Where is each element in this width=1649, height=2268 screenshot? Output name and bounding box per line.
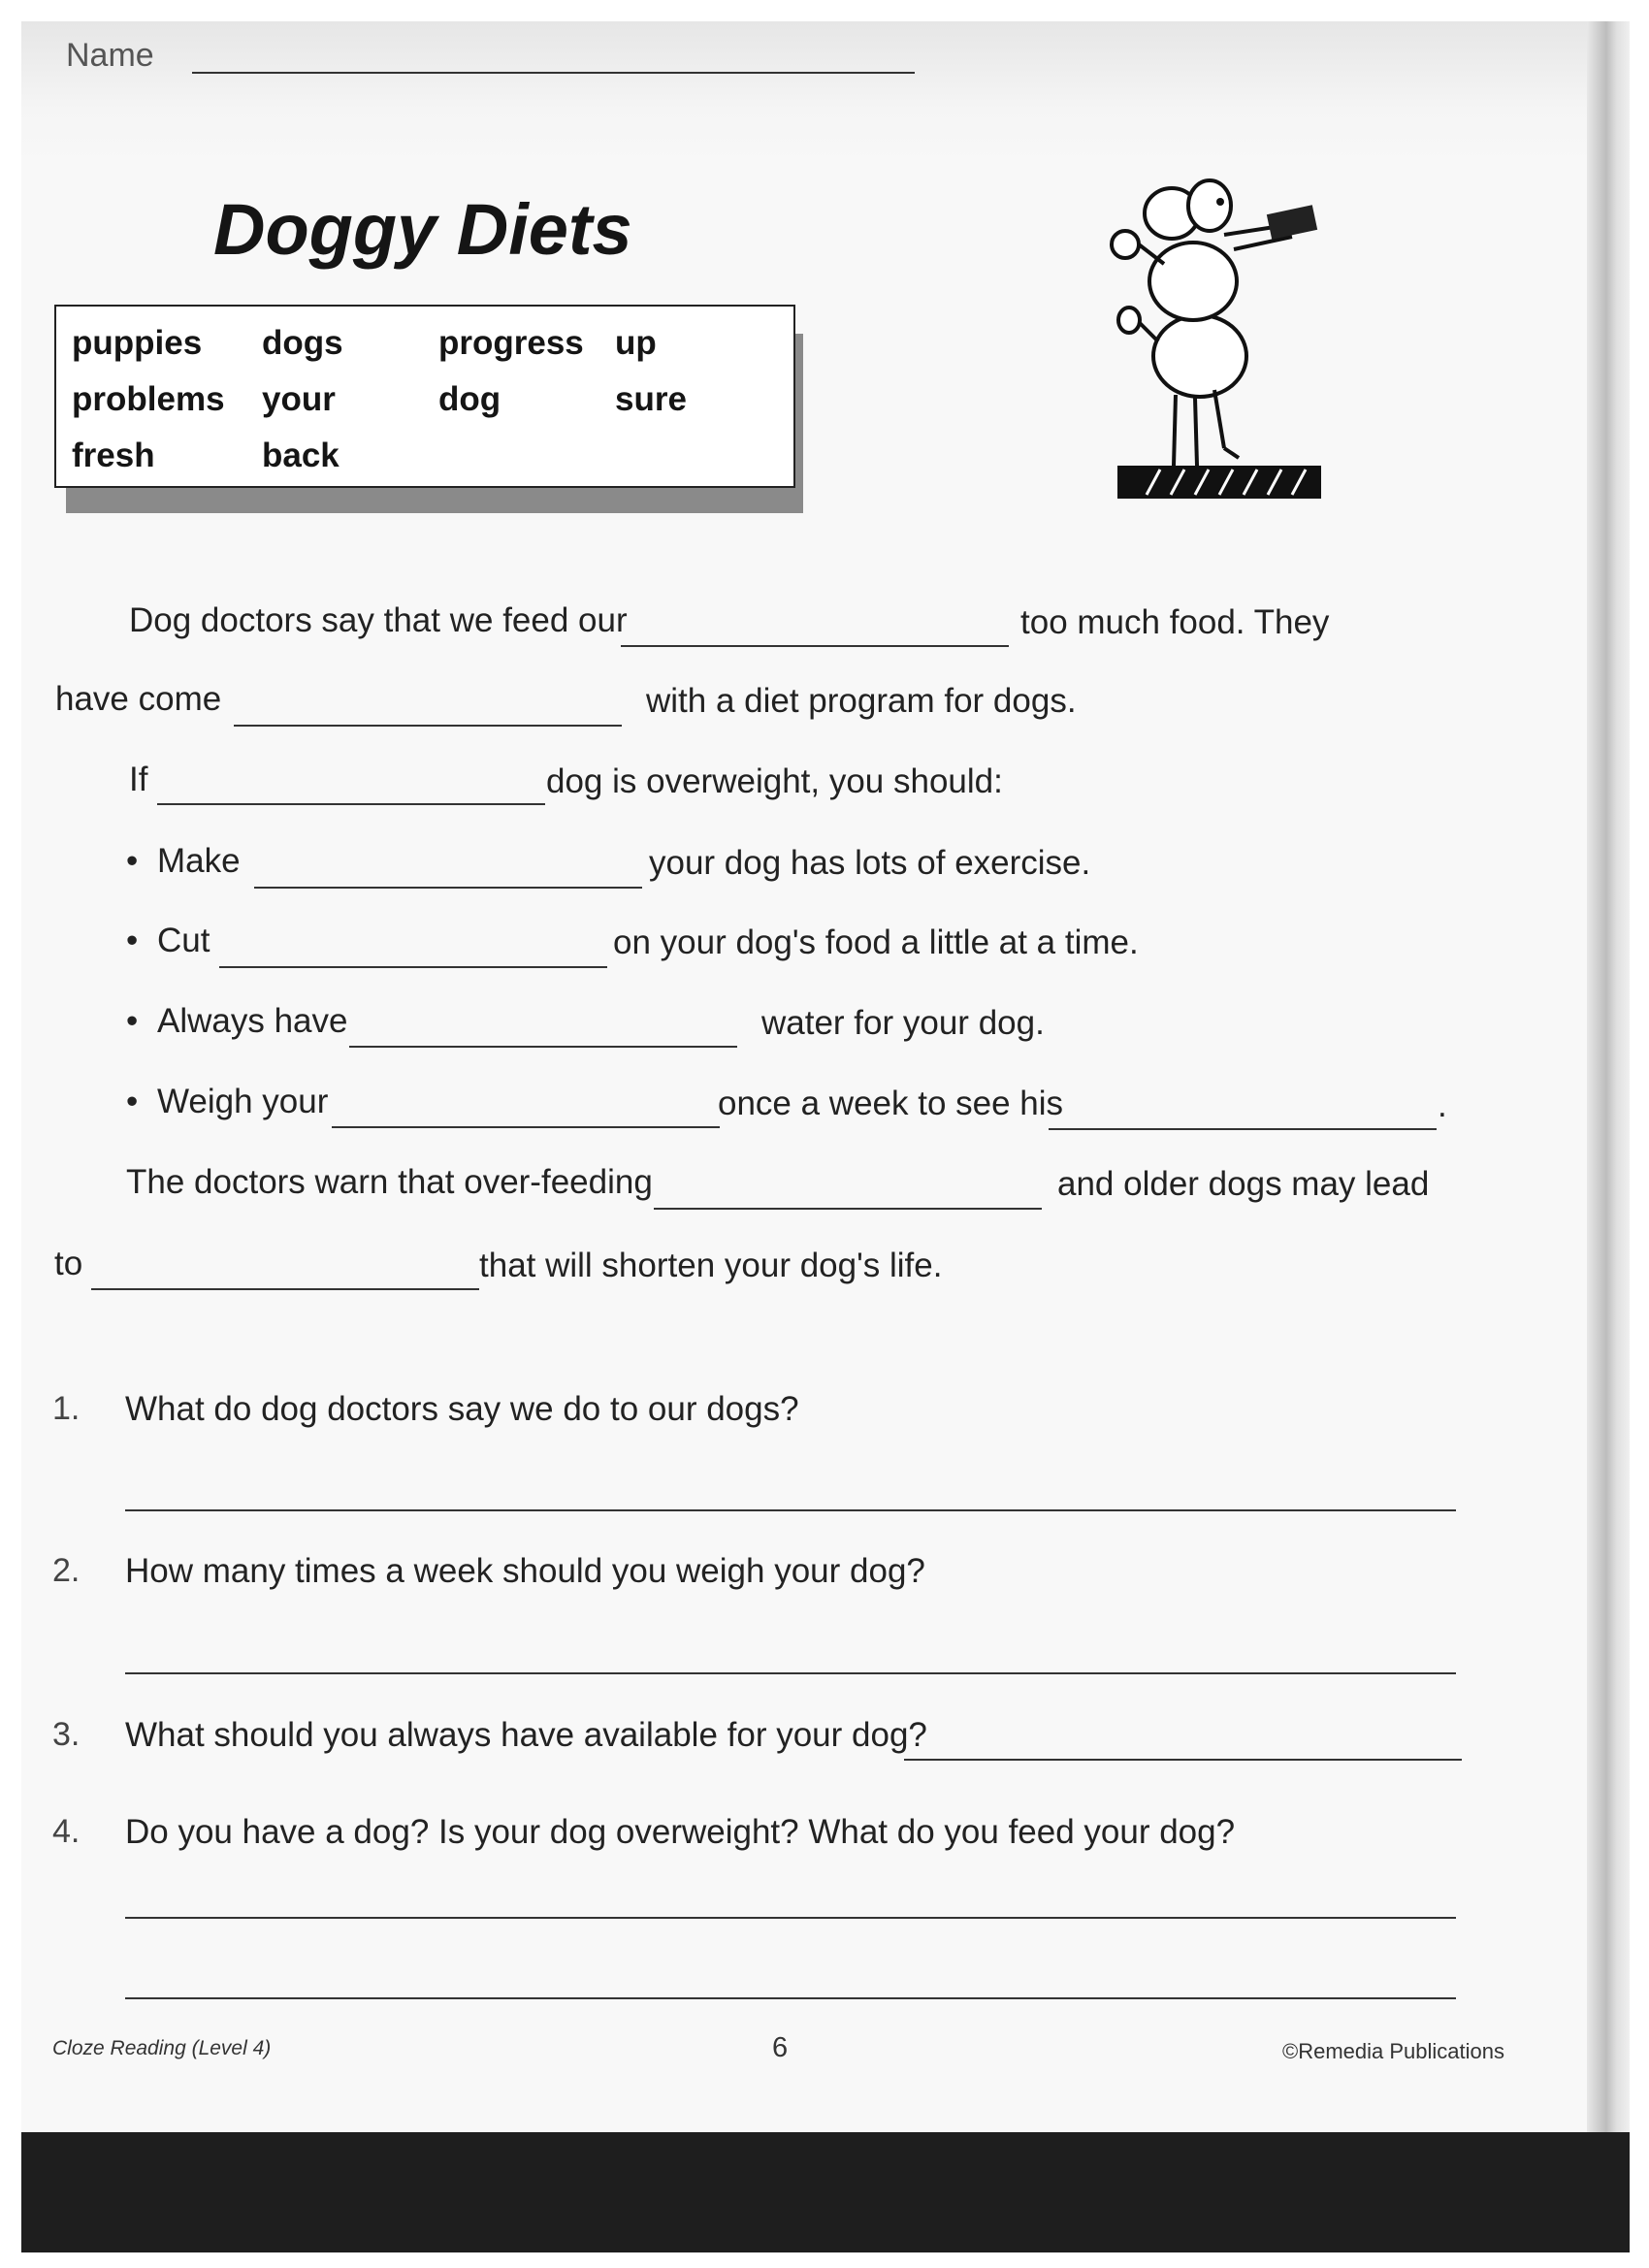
passage-text: that will shorten your dog's life. [479,1247,943,1284]
question-text: What do dog doctors say we do to our dogs? [125,1390,799,1428]
passage-text: your dog has lots of exercise. [649,844,1091,882]
passage-text: Dog doctors say that we feed our [129,601,628,639]
word-bank-word: your [262,380,336,418]
word-bank-word: up [615,324,657,362]
word-bank-word: fresh [72,437,155,474]
blank-line[interactable] [621,645,1009,647]
blank-line[interactable] [654,1208,1042,1210]
bullet-icon: • [126,842,139,880]
footer-book-title: Cloze Reading (Level 4) [52,2037,272,2059]
passage-text: too much food. They [1020,603,1330,641]
blank-line[interactable] [1049,1128,1437,1130]
blank-line[interactable] [219,966,607,968]
blank-line[interactable] [254,887,642,889]
question-number: 4. [52,1813,81,1850]
footer-publisher: ©Remedia Publications [1282,2039,1504,2063]
passage-text: on your dog's food a little at a time. [613,923,1139,961]
passage-text: have come [55,680,222,718]
passage-text: once a week to see his [718,1085,1064,1122]
word-bank-word: dog [438,380,501,418]
passage-text: water for your dog. [761,1004,1045,1042]
passage-text: dog is overweight, you should: [546,762,1003,800]
bullet-icon: • [126,1083,139,1120]
poodle-illustration [1079,157,1341,516]
scanner-border [21,2132,1630,2252]
question-number: 3. [52,1716,81,1753]
blank-line[interactable] [234,725,622,727]
word-bank-word: problems [72,380,225,418]
passage-text: If [129,761,148,798]
question-text: What should you always have available for your dog? [125,1716,927,1754]
bullet-icon: • [126,922,139,959]
name-label: Name [66,37,154,74]
word-bank-word: dogs [262,324,343,362]
blank-line[interactable] [91,1288,479,1290]
word-bank-word: puppies [72,324,203,362]
question-number: 1. [52,1390,81,1427]
page-shadow [21,21,1587,167]
passage-text: . [1438,1086,1447,1124]
bullet-icon: • [126,1002,139,1040]
passage-text: and older dogs may lead [1057,1165,1430,1203]
blank-line[interactable] [349,1046,737,1048]
blank-line[interactable] [157,803,545,805]
passage-text: The doctors warn that over-feeding [126,1163,653,1201]
question-text: Do you have a dog? Is your dog overweight? What do you feed your dog? [125,1813,1236,1851]
passage-text: Cut [157,922,210,959]
passage-text: with a diet program for dogs. [646,682,1077,720]
answer-line[interactable] [125,1672,1456,1674]
book-spine-edge [1587,21,1630,2146]
page-number: 6 [772,2032,789,2063]
question-number: 2. [52,1552,81,1589]
passage-text: Always have [157,1002,348,1040]
word-bank-word: sure [615,380,687,418]
blank-line[interactable] [332,1126,720,1128]
word-bank [54,305,795,488]
answer-line[interactable] [125,1917,1456,1919]
worksheet-page [21,21,1630,2146]
passage-text: to [54,1245,83,1282]
answer-line[interactable] [904,1759,1462,1761]
question-text: How many times a week should you weigh your dog? [125,1552,925,1590]
answer-line[interactable] [125,1509,1456,1511]
answer-line[interactable] [125,1997,1456,1999]
name-field-line[interactable] [192,72,915,74]
page-title: Doggy Diets [213,189,632,270]
passage-text: Make [157,842,241,880]
passage-text: Weigh your [157,1083,329,1120]
word-bank-word: back [262,437,340,474]
word-bank-word: progress [438,324,584,362]
